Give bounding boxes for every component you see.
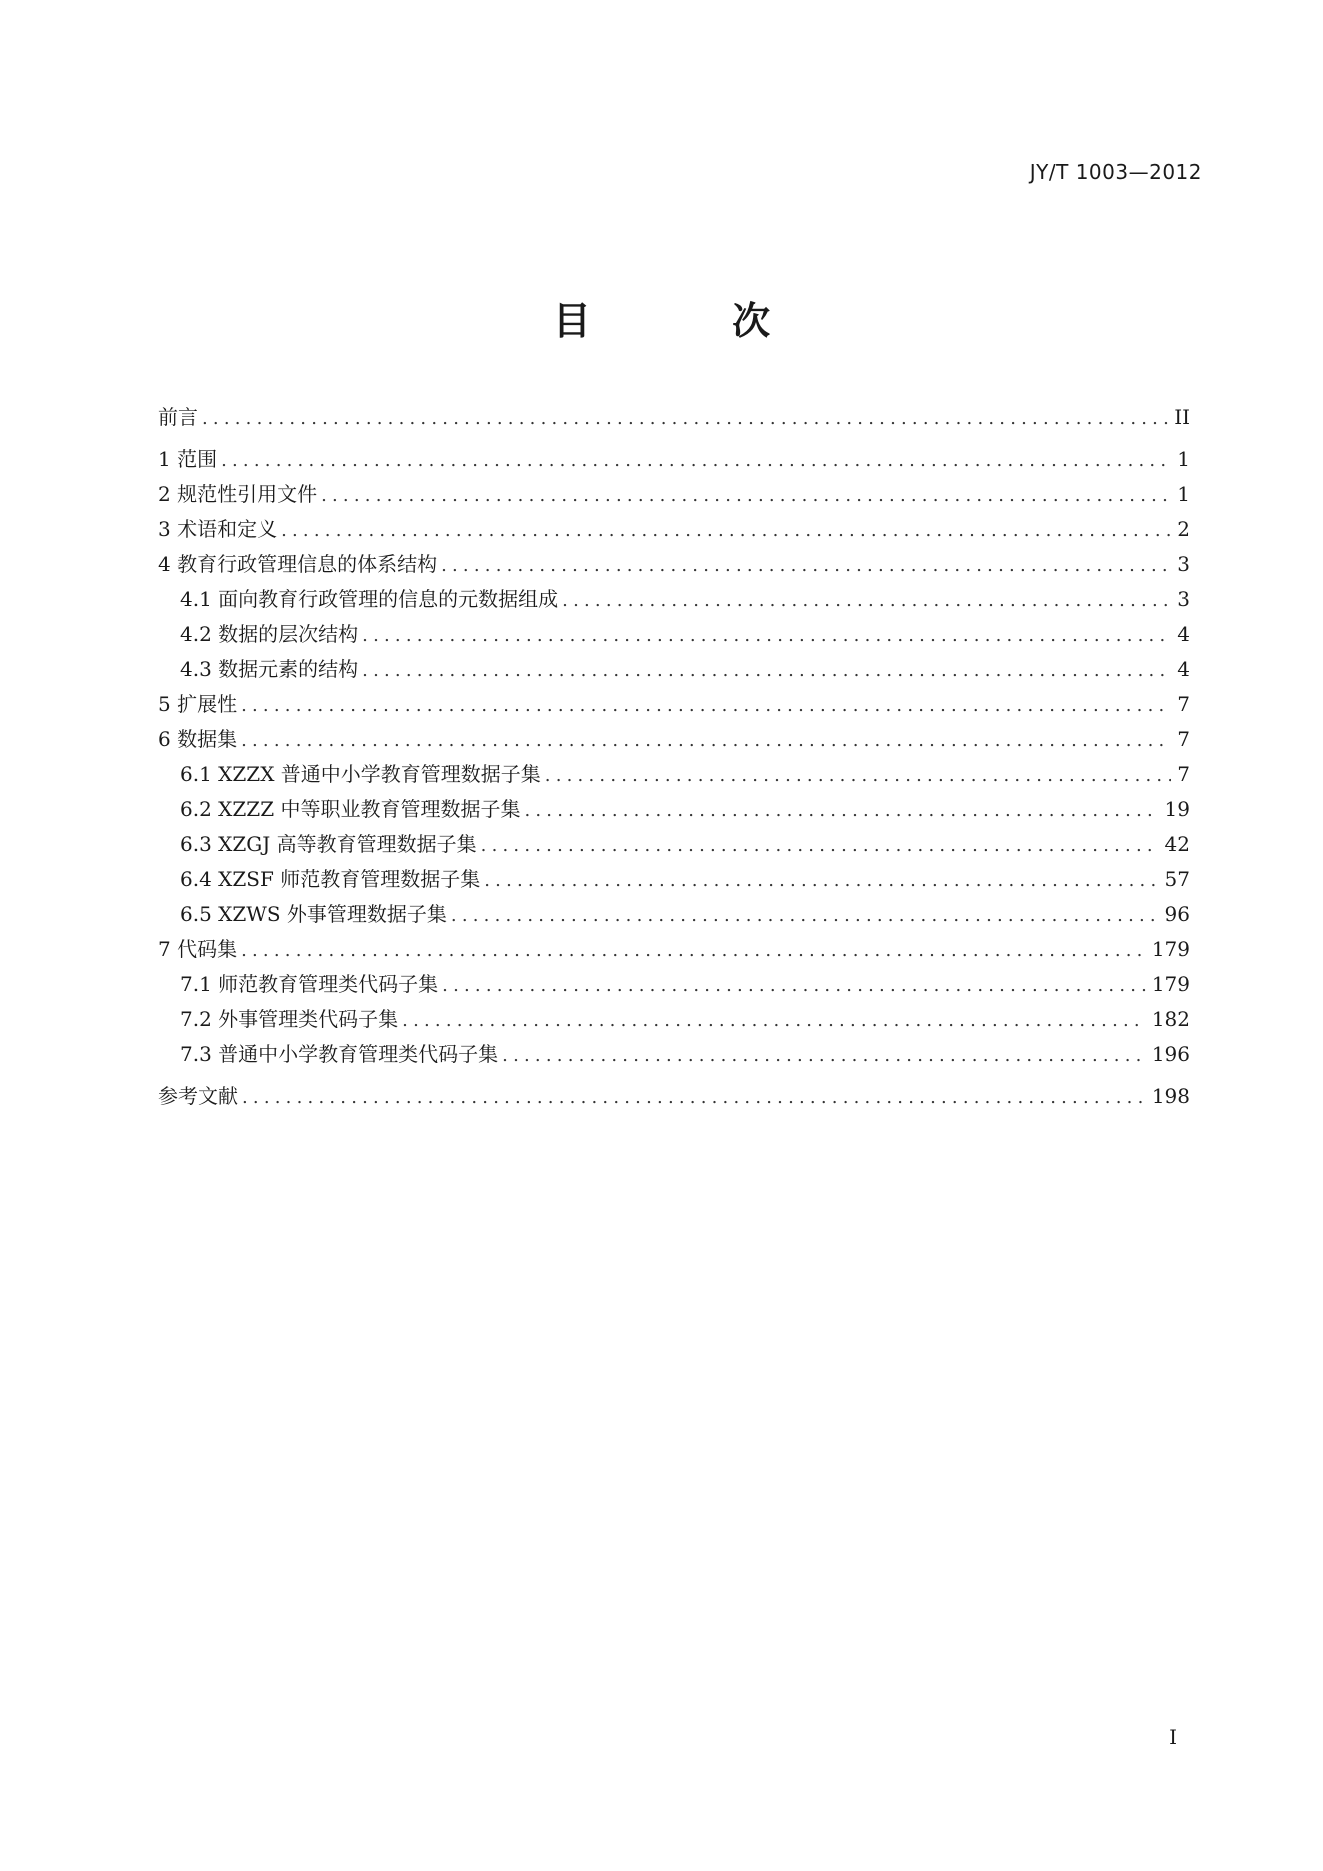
dot-leader (441, 548, 1171, 583)
standard-code: JY/T 1003—2012 (1029, 160, 1202, 184)
dot-leader (502, 1038, 1146, 1073)
toc-entry-7-1[interactable] (158, 967, 1190, 1002)
toc-entry-page: 7 (1177, 692, 1190, 716)
toc-entry-label: 2 规范性引用文件 (158, 482, 318, 506)
toc-entry-label: 6.2 XZZZ 中等职业教育管理数据子集 (180, 797, 521, 821)
toc-entry-label: 参考文献 (158, 1084, 238, 1108)
dot-leader (241, 688, 1171, 723)
toc-entry-4-1[interactable] (158, 582, 1190, 617)
toc-entry-page: II (1174, 405, 1190, 429)
toc-entry-label: 6.3 XZGJ 高等教育管理数据子集 (180, 832, 477, 856)
toc-entry-page: 1 (1177, 447, 1190, 471)
dot-leader (241, 723, 1171, 758)
toc-entry-4-3[interactable] (158, 652, 1190, 687)
toc-entry-page: 196 (1151, 1042, 1190, 1066)
dot-leader (562, 583, 1171, 618)
toc-entry-5[interactable] (158, 687, 1190, 722)
toc-entry-6-5[interactable] (158, 897, 1190, 932)
toc-entry-label: 5 扩展性 (158, 692, 238, 716)
toc-entry-7-2[interactable] (158, 1002, 1190, 1037)
dot-leader (484, 863, 1158, 898)
toc-entry-page: 198 (1151, 1084, 1190, 1108)
toc-entry-page: 3 (1177, 552, 1190, 576)
toc-entry-label: 6 数据集 (158, 727, 238, 751)
toc-entry-foreword[interactable] (158, 400, 1190, 435)
dot-leader (362, 618, 1171, 653)
toc-entry-label: 7.1 师范教育管理类代码子集 (180, 972, 439, 996)
toc-entry-2[interactable] (158, 477, 1190, 512)
dot-leader (321, 478, 1171, 513)
toc-entry-7[interactable] (158, 932, 1190, 967)
dot-leader (451, 898, 1159, 933)
dot-leader (524, 793, 1158, 828)
toc-entry-page: 42 (1164, 832, 1190, 856)
dot-leader (442, 968, 1146, 1003)
page-number: I (1169, 1725, 1177, 1749)
toc-entry-label: 7 代码集 (158, 937, 238, 961)
toc-entry-label: 6.1 XZZX 普通中小学教育管理数据子集 (180, 762, 541, 786)
dot-leader (402, 1003, 1146, 1038)
dot-leader (481, 828, 1159, 863)
table-of-contents (158, 400, 1190, 1114)
toc-entry-page: 179 (1151, 937, 1190, 961)
toc-entry-page: 96 (1164, 902, 1190, 926)
toc-entry-6[interactable] (158, 722, 1190, 757)
toc-entry-label: 7.3 普通中小学教育管理类代码子集 (180, 1042, 499, 1066)
toc-entry-page: 1 (1177, 482, 1190, 506)
toc-entry-page: 179 (1151, 972, 1190, 996)
toc-entry-references[interactable] (158, 1079, 1190, 1114)
toc-entry-6-4[interactable] (158, 862, 1190, 897)
dot-leader (221, 443, 1171, 478)
dot-leader (362, 653, 1171, 688)
toc-entry-label: 前言 (158, 405, 198, 429)
toc-entry-page: 4 (1177, 657, 1190, 681)
toc-entry-label: 1 范围 (158, 447, 218, 471)
toc-entry-label: 7.2 外事管理类代码子集 (180, 1007, 399, 1031)
toc-entry-label: 6.4 XZSF 师范教育管理数据子集 (180, 867, 481, 891)
toc-entry-label: 4.1 面向教育行政管理的信息的元数据组成 (180, 587, 559, 611)
toc-entry-6-1[interactable] (158, 757, 1190, 792)
toc-entry-page: 4 (1177, 622, 1190, 646)
page-title: 目 次 (552, 299, 835, 343)
toc-entry-6-2[interactable] (158, 792, 1190, 827)
toc-entry-page: 19 (1164, 797, 1190, 821)
toc-entry-1[interactable] (158, 442, 1190, 477)
toc-entry-label: 4.3 数据元素的结构 (180, 657, 359, 681)
toc-entry-label: 6.5 XZWS 外事管理数据子集 (180, 902, 447, 926)
toc-entry-page: 7 (1177, 762, 1190, 786)
toc-entry-3[interactable] (158, 512, 1190, 547)
toc-entry-label: 4.2 数据的层次结构 (180, 622, 359, 646)
dot-leader (281, 513, 1171, 548)
toc-entry-page: 182 (1151, 1007, 1190, 1031)
toc-entry-6-3[interactable] (158, 827, 1190, 862)
dot-leader (545, 758, 1171, 793)
dot-leader (241, 933, 1146, 968)
dot-leader (202, 401, 1168, 436)
toc-entry-page: 7 (1177, 727, 1190, 751)
toc-entry-label: 4 教育行政管理信息的体系结构 (158, 552, 438, 576)
toc-entry-4-2[interactable] (158, 617, 1190, 652)
toc-entry-page: 3 (1177, 587, 1190, 611)
toc-entry-page: 57 (1164, 867, 1190, 891)
toc-entry-page: 2 (1177, 517, 1190, 541)
toc-entry-label: 3 术语和定义 (158, 517, 278, 541)
dot-leader (242, 1080, 1146, 1115)
toc-entry-4[interactable] (158, 547, 1190, 582)
toc-entry-7-3[interactable] (158, 1037, 1190, 1072)
